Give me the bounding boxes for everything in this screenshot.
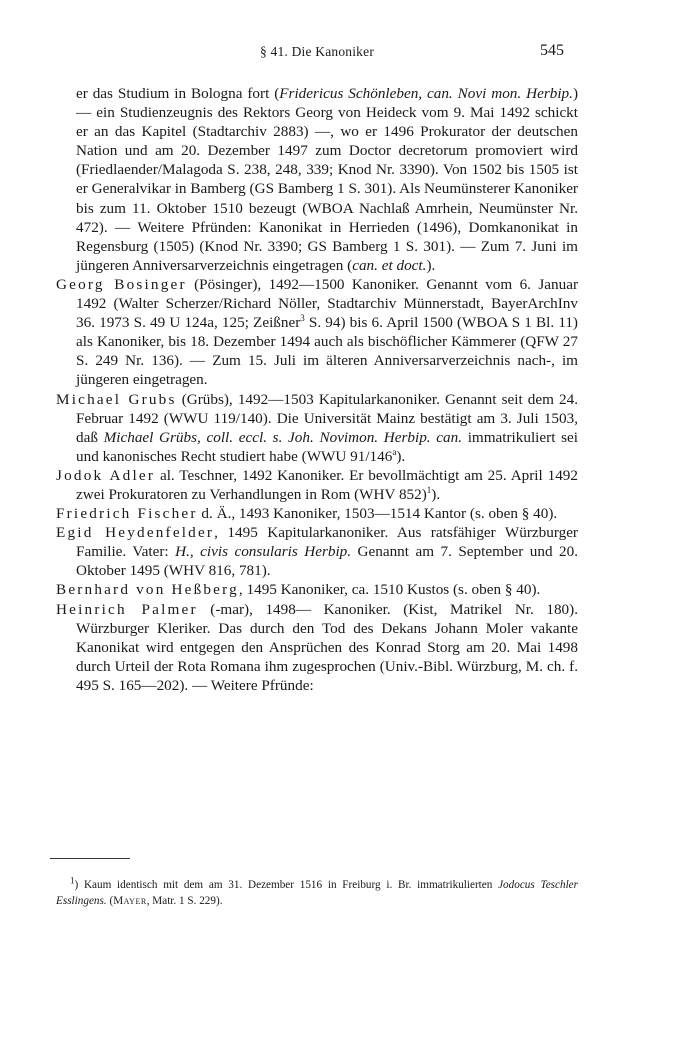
- footnote-marker: 1: [70, 875, 75, 886]
- entry-name: Jodok Adler: [56, 466, 156, 484]
- text-run: ) — ein Studienzeugnis des Rektors Georg von Heideck vom 9. Mai 1492 schickt er an das Kapitel (Stadtarchiv 2883) —, wo er 1496 Prokurator der deutschen Nation und am 20. Dezember 1497 zum Doctor decretorum promoviert wird (Friedlaender/Malagoda S. 238, 248, 339; Knod Nr. 3390). Von 1502 bis 1505 ist er Generalvikar in Bamberg (GS Bamberg 1 S. 301). Als Neumünsterer Kanoniker bis zum 11. Oktober 1510 bezeugt (WBOA Nachlaß Amrhein, Neumünster Nr. 472). — Weitere Pfründen: Kanonikat in Herrieden (1496), Domkanonikat in Regensburg (1505) (Knod Nr. 3390; GS Bamberg 1 S. 301). — Zum 7. Juni im jüngeren Anniversarverzeichnis eingetragen (: [76, 85, 578, 274]
- body-text: [56, 84, 578, 695]
- text-run: er das Studium in Bologna fort (: [76, 85, 280, 102]
- latin-quote: can. et doct.: [352, 256, 427, 274]
- entry-heinrich-palmer: [56, 600, 578, 695]
- footnote: [56, 877, 578, 909]
- author-name: Mayer: [113, 895, 147, 908]
- entry-name: Friedrich Fischer: [56, 505, 198, 523]
- entry-name: Bernhard von Heßberg: [56, 581, 239, 599]
- text-run: ) Kaum identisch mit dem am 31. Dezember 1516 in Freiburg i. Br. immatrikulierten: [74, 879, 499, 892]
- text-run: ).: [431, 485, 441, 503]
- latin-quote: H., civis consularis Herbip.: [175, 543, 352, 561]
- latin-quote: Michael Grübs, coll. eccl. s. Joh. Novimon. Herbip. can.: [103, 428, 463, 446]
- text-run: Genannt am 7. September und 20. Oktober 1495 (WHV 816, 781).: [76, 543, 579, 580]
- text-run: S. 94) bis 6. April 1500 (WBOA S 1 Bl. 11) als Kanoniker, bis 18. Dezember 1494 auch als bischöflicher Kämmerer (QFW 27 S. 249 Nr. 136). — Zum 15. Juli im älteren Anniversarverzeichnis nach-, im jüngeren eingetragen.: [76, 314, 578, 389]
- entry-georg-bosinger: [56, 275, 578, 390]
- entry-name: Michael Grubs: [56, 390, 177, 408]
- entry-jodok-adler: [56, 466, 578, 504]
- running-head: [0, 44, 700, 66]
- text-run: (: [106, 895, 114, 908]
- footnote-rule: [50, 858, 130, 859]
- superscript: 3: [300, 313, 305, 324]
- text-run: d. Ä., 1493 Kanoniker, 1503—1514 Kantor (s. oben § 40).: [197, 505, 558, 523]
- entry-michael-grubs: [56, 390, 578, 466]
- latin-quote: Jodocus Teschler Esslingens.: [56, 879, 579, 908]
- entry-friedrich-fischer: [56, 504, 578, 523]
- text-run: (Pösinger), 1492—1500 Kanoniker. Genannt vom 6. Januar 1492 (Walter Scherzer/Richard Nöller, Stadtarchiv Münnerstadt, BayerArchInv 36. 1973 S. 49 U 124a, 125; Zeißner: [76, 275, 578, 332]
- superscript: a: [392, 446, 397, 457]
- text-run: ).: [396, 447, 406, 465]
- text-run: immatrikuliert sei und kanonisches Recht studiert habe (WWU 91/146: [76, 428, 578, 465]
- text-run: (Grübs), 1492—1503 Kapitularkanoniker. Genannt seit dem 24. Februar 1492 (WWU 119/140). Die Universität Mainz bestätigt am 3. Juli 1503, daß: [76, 390, 579, 446]
- page-number: 545: [540, 42, 564, 59]
- text-run: ).: [426, 256, 436, 274]
- entry-bernhard-von-hessberg: [56, 580, 578, 599]
- entry-name: Heinrich Palmer: [56, 600, 198, 618]
- latin-quote: Fridericus Schönleben, can. Novi mon. Herbip.: [279, 85, 573, 102]
- entry-name: Georg Bosinger: [56, 275, 187, 293]
- text-run: (-mar), 1498— Kanoniker. (Kist, Matrikel Nr. 180). Würzburger Kleriker. Das durch den Tod des Dekans Johann Moler vakante Kanonikat wird entgegen den Ansprüchen des Konrad Storg am 20. Mai 1498 durch Urteil der Rota Romana ihm zugesprochen (Univ.-Bibl. Würzburg, M. ch. f. 495 S. 165—202). — Weitere Pfründe:: [76, 600, 579, 694]
- text-run: , 1495 Kapitularkanoniker. Aus ratsfähiger Würzburger Familie. Vater:: [76, 524, 578, 561]
- text-run: al. Teschner, 1492 Kanoniker. Er bevollmächtigt am 25. April 1492 zwei Prokuratoren zu Verhandlungen in Rom (WHV 852): [76, 466, 578, 503]
- footnote-reference[interactable]: 1: [426, 484, 432, 495]
- entry-name: Egid Heydenfelder: [56, 524, 215, 542]
- entry-egid-heydenfelder: [56, 523, 578, 580]
- text-run: , Matr. 1 S. 229).: [146, 895, 223, 908]
- text-run: , 1495 Kanoniker, ca. 1510 Kustos (s. oben § 40).: [238, 581, 541, 599]
- running-head-title: § 41. Die Kanoniker: [260, 44, 375, 59]
- continued-entry: [56, 84, 578, 275]
